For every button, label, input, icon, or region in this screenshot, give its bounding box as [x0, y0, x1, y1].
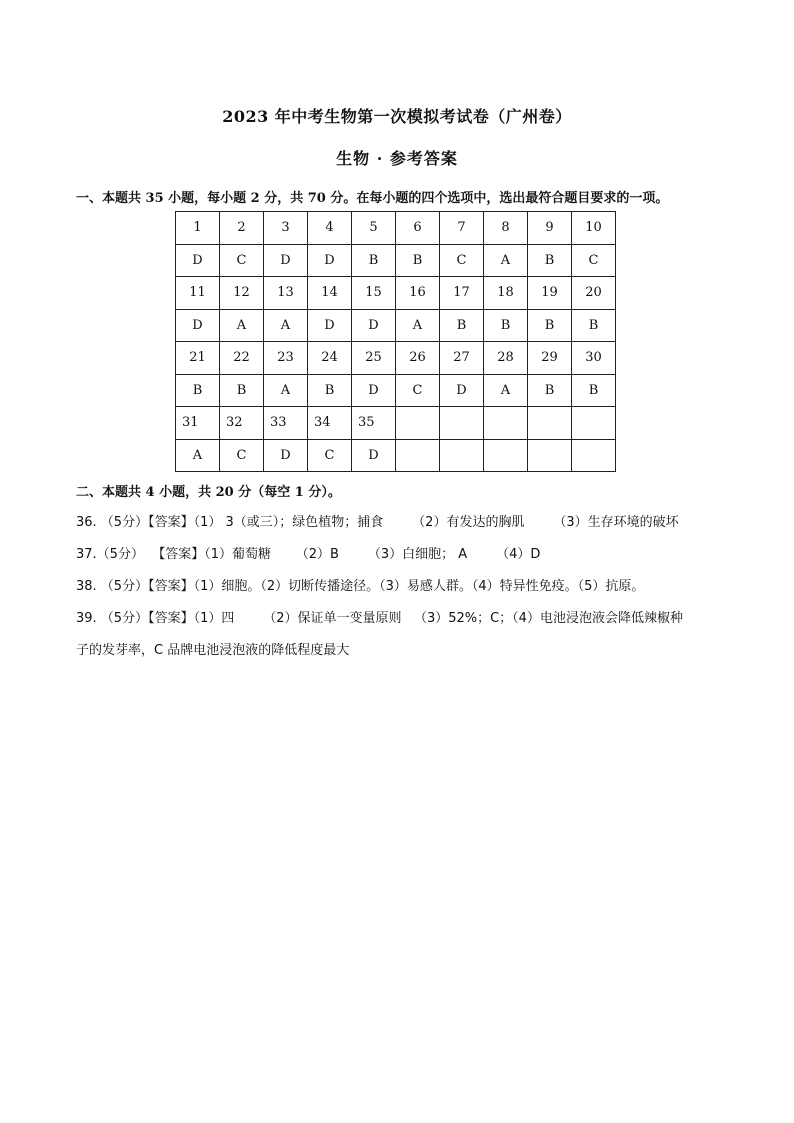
answer-letter-cell: B: [572, 309, 616, 342]
question-number-cell: 15: [352, 277, 396, 310]
answer-letter-row: [176, 309, 616, 342]
section-two-heading: 二、本题共 4 小题，共 20 分（每空 1 分）。: [76, 485, 341, 500]
question-number-cell: 6: [396, 212, 440, 245]
answer-letter-cell: D: [264, 439, 308, 472]
question-number-cell: 11: [176, 277, 220, 310]
question-number-row: [176, 407, 616, 440]
question-number-cell: 9: [528, 212, 572, 245]
question-number-cell: 35: [352, 407, 396, 440]
answer-letter-cell: D: [352, 309, 396, 342]
answer-letter-cell: B: [572, 374, 616, 407]
answer-letter-cell: B: [308, 374, 352, 407]
question-number-cell: 2: [220, 212, 264, 245]
question-number-cell: [484, 407, 528, 440]
answer-letter-cell: A: [220, 309, 264, 342]
answer-line-39: 39. （5分）【答案】（1）四 （2）保证单一变量原则 （3）52%；C；（4）电池浸泡液会降低辣椒种: [76, 611, 683, 626]
question-number-row: [176, 212, 616, 245]
question-number-cell: 20: [572, 277, 616, 310]
answer-letter-cell: [484, 439, 528, 472]
question-number-cell: 13: [264, 277, 308, 310]
document-subtitle: 生物 · 参考答案: [336, 149, 458, 168]
question-number-row: [176, 342, 616, 375]
answer-letter-cell: D: [176, 244, 220, 277]
question-number-cell: 1: [176, 212, 220, 245]
answer-letter-cell: [440, 439, 484, 472]
answer-letter-cell: [528, 439, 572, 472]
answer-letter-cell: A: [484, 244, 528, 277]
question-number-cell: [528, 407, 572, 440]
question-number-cell: 32: [220, 407, 264, 440]
question-number-row: [176, 277, 616, 310]
answer-letter-cell: B: [220, 374, 264, 407]
question-number-cell: 19: [528, 277, 572, 310]
answer-letter-cell: D: [176, 309, 220, 342]
answer-letter-cell: D: [264, 244, 308, 277]
answer-letter-cell: C: [220, 244, 264, 277]
question-number-cell: 16: [396, 277, 440, 310]
question-number-cell: [396, 407, 440, 440]
answer-table: [175, 211, 616, 472]
question-number-cell: 28: [484, 342, 528, 375]
answer-letter-cell: C: [572, 244, 616, 277]
document-title: 2023 年中考生物第一次模拟考试卷（广州卷）: [222, 107, 572, 126]
question-number-cell: 7: [440, 212, 484, 245]
answer-letter-cell: C: [396, 374, 440, 407]
question-number-cell: 27: [440, 342, 484, 375]
answer-letter-cell: C: [440, 244, 484, 277]
question-number-cell: 31: [176, 407, 220, 440]
answer-letter-cell: A: [264, 374, 308, 407]
answer-letter-cell: B: [440, 309, 484, 342]
answer-letter-cell: D: [440, 374, 484, 407]
question-number-cell: 25: [352, 342, 396, 375]
answer-line-37: 37.（5分） 【答案】（1）葡萄糖 （2）B （3）白细胞； A （4）D: [76, 547, 541, 562]
answer-letter-row: [176, 439, 616, 472]
answer-letter-cell: B: [396, 244, 440, 277]
answer-line-38: 38. （5分）【答案】（1）细胞。（2）切断传播途径。（3）易感人群。（4）特异性免疫。（5）抗原。: [76, 579, 645, 594]
question-number-cell: 5: [352, 212, 396, 245]
question-number-cell: 3: [264, 212, 308, 245]
answer-letter-cell: B: [352, 244, 396, 277]
question-number-cell: 14: [308, 277, 352, 310]
answer-letter-cell: A: [264, 309, 308, 342]
question-number-cell: 29: [528, 342, 572, 375]
answer-letter-row: [176, 374, 616, 407]
answer-letter-cell: A: [396, 309, 440, 342]
question-number-cell: 34: [308, 407, 352, 440]
answer-letter-cell: D: [308, 244, 352, 277]
answer-letter-cell: [396, 439, 440, 472]
answer-letter-cell: D: [352, 374, 396, 407]
section-one-heading: 一、本题共 35 小题，每小题 2 分，共 70 分。在每小题的四个选项中，选出最符合题目要求的一项。: [76, 191, 669, 206]
answer-letter-cell: A: [484, 374, 528, 407]
answer-letter-cell: B: [528, 374, 572, 407]
question-number-cell: 21: [176, 342, 220, 375]
answer-line-36: 36. （5分）【答案】（1） 3（或三）；绿色植物；捕食 （2）有发达的胸肌 （3）生存环境的破坏: [76, 515, 679, 530]
answer-letter-cell: C: [308, 439, 352, 472]
question-number-cell: 30: [572, 342, 616, 375]
answer-letter-cell: D: [308, 309, 352, 342]
question-number-cell: 4: [308, 212, 352, 245]
answer-letter-cell: B: [528, 309, 572, 342]
question-number-cell: 24: [308, 342, 352, 375]
answer-letter-cell: C: [220, 439, 264, 472]
answer-letter-cell: D: [352, 439, 396, 472]
question-number-cell: 23: [264, 342, 308, 375]
question-number-cell: 10: [572, 212, 616, 245]
question-number-cell: 26: [396, 342, 440, 375]
question-number-cell: 18: [484, 277, 528, 310]
answer-letter-cell: A: [176, 439, 220, 472]
answer-letter-cell: B: [528, 244, 572, 277]
answer-letter-cell: [572, 439, 616, 472]
question-number-cell: 33: [264, 407, 308, 440]
question-number-cell: 8: [484, 212, 528, 245]
question-number-cell: 12: [220, 277, 264, 310]
question-number-cell: [440, 407, 484, 440]
answer-line-39-continued: 子的发芽率，C 品牌电池浸泡液的降低程度最大: [76, 643, 350, 658]
question-number-cell: [572, 407, 616, 440]
question-number-cell: 17: [440, 277, 484, 310]
answer-letter-cell: B: [176, 374, 220, 407]
answer-letter-cell: B: [484, 309, 528, 342]
answer-letter-row: [176, 244, 616, 277]
question-number-cell: 22: [220, 342, 264, 375]
